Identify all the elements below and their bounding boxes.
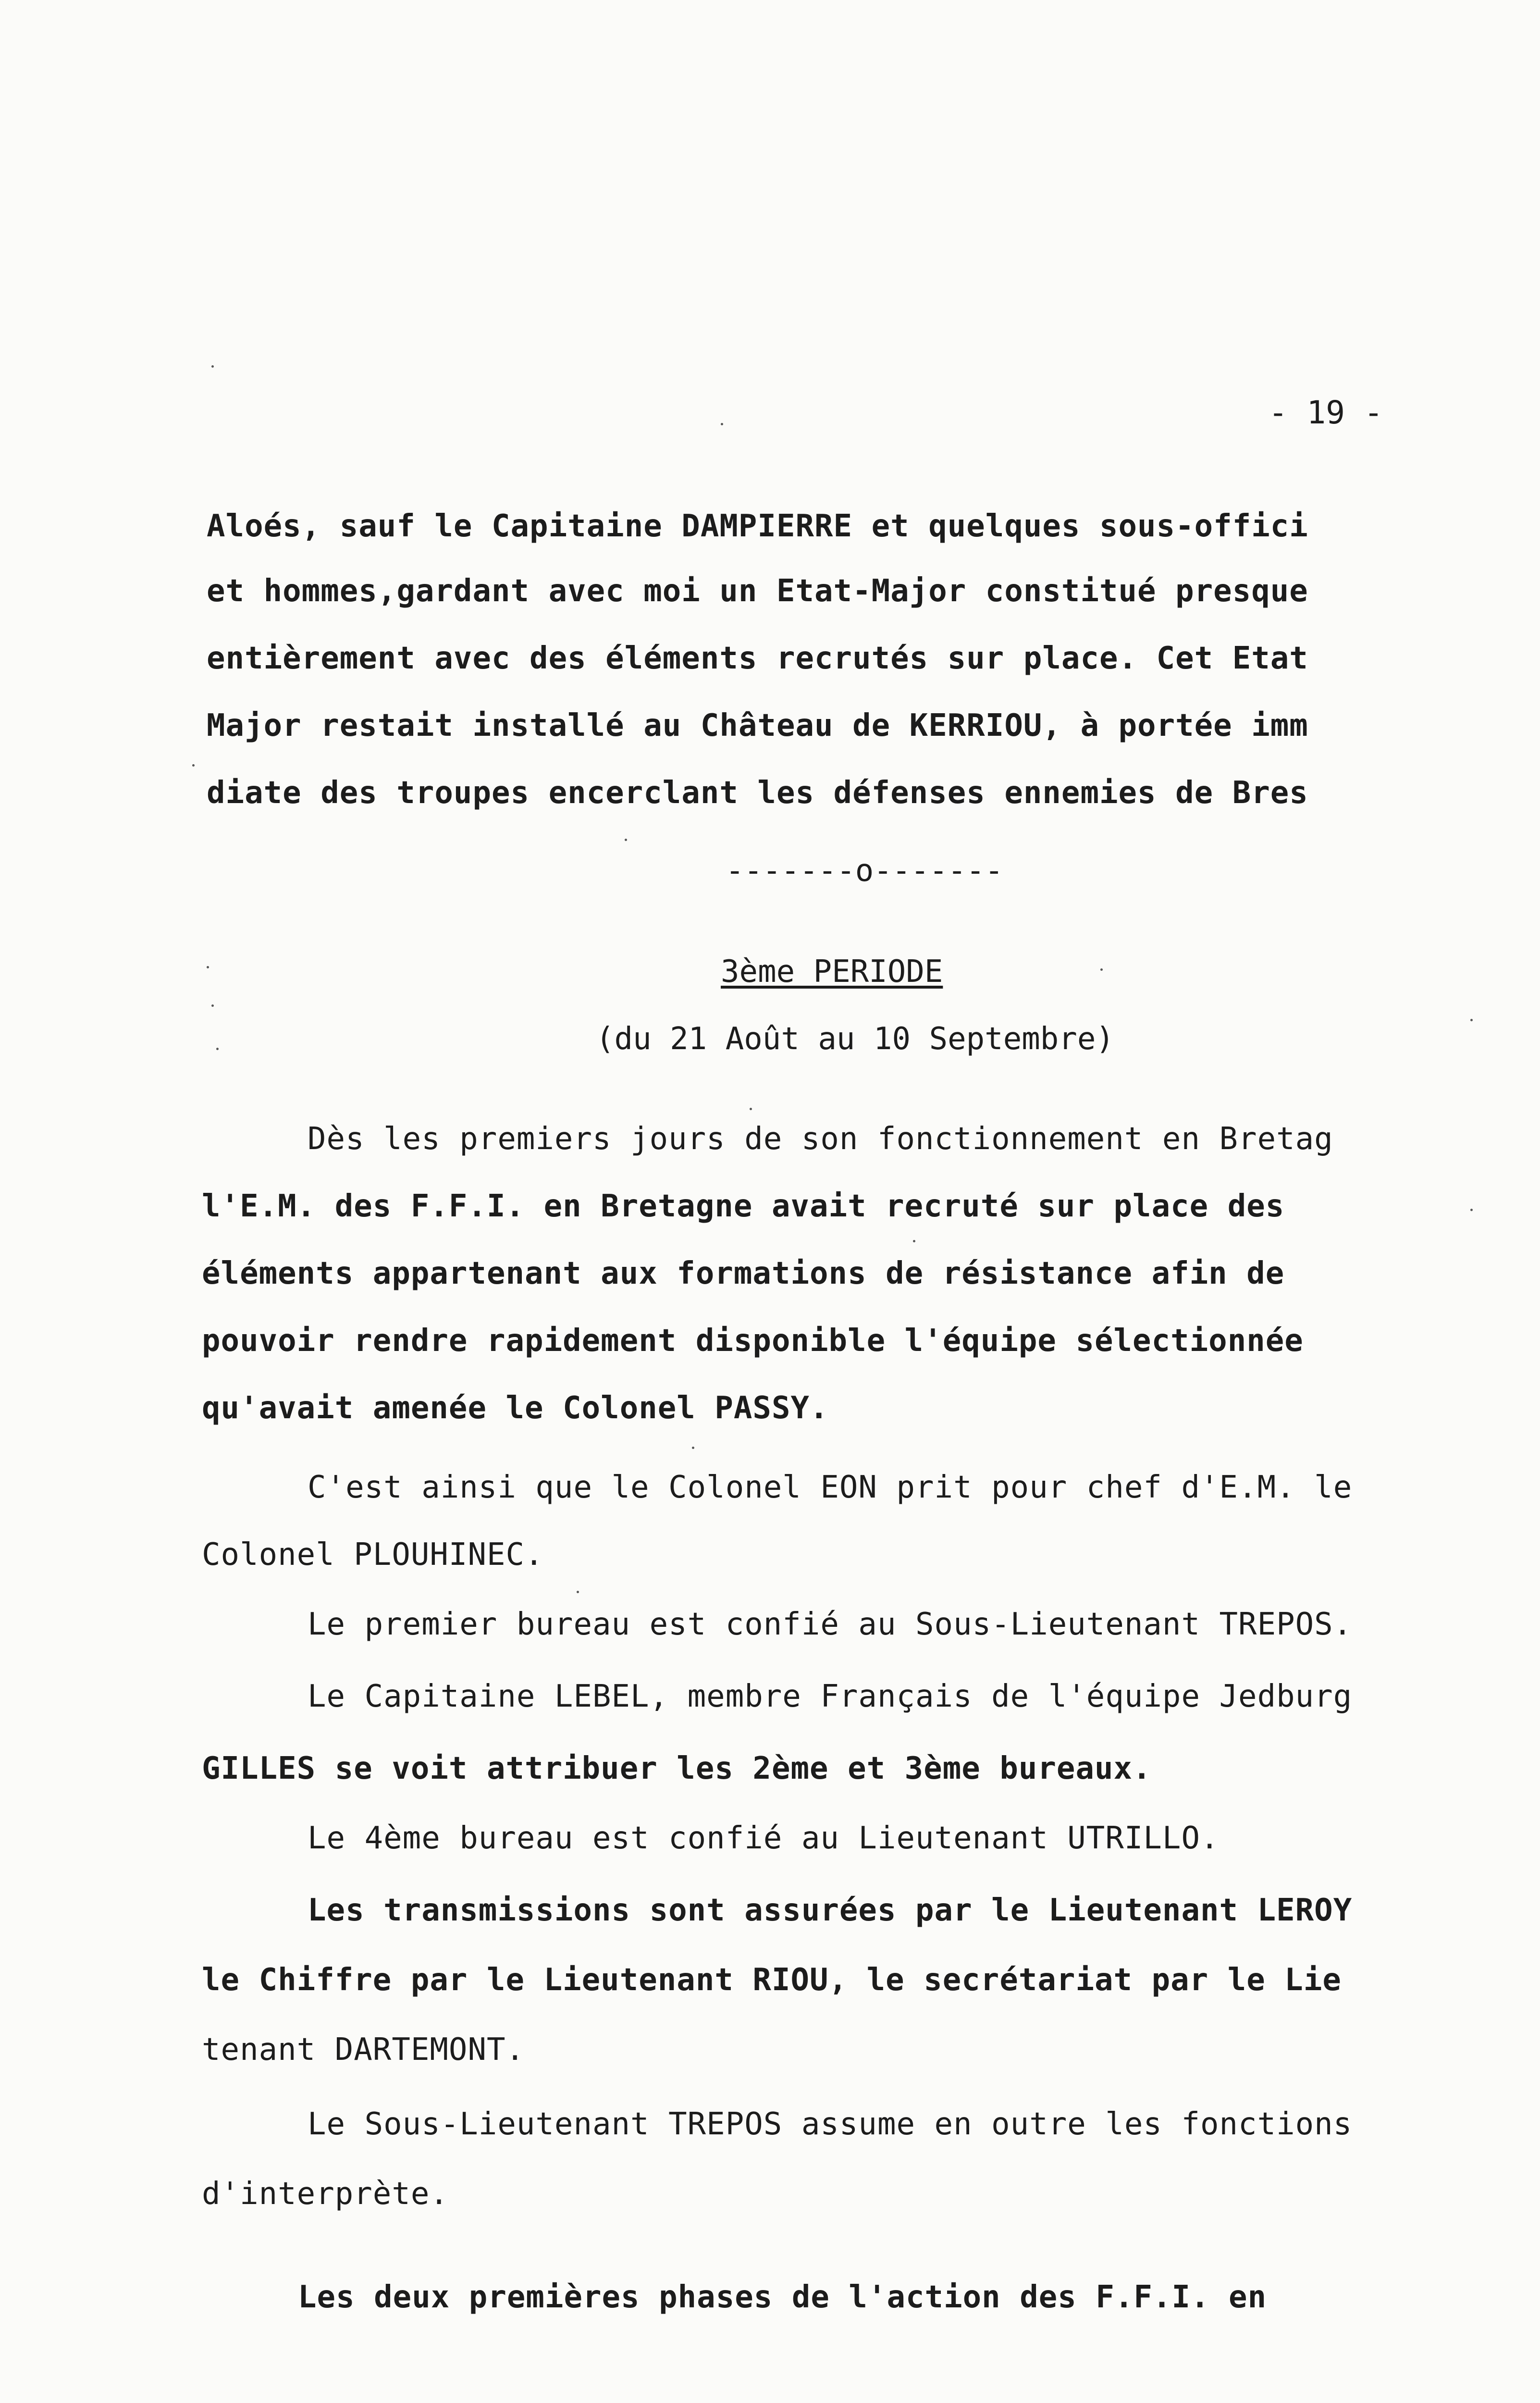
period-title: 3ème PERIODE [721, 954, 943, 990]
scan-speck [913, 1240, 915, 1242]
body-line-8: Le premier bureau est confié au Sous-Lieutenant TREPOS. [308, 1607, 1353, 1642]
intro-line-4: Major restait installé au Château de KERRIOU, à portée imm [207, 708, 1308, 743]
intro-line-2: et hommes,gardant avec moi un Etat-Major constitué presque [207, 573, 1308, 609]
scan-speck [1470, 1209, 1473, 1211]
body-line-7: Colonel PLOUHINEC. [202, 1537, 544, 1573]
body-line-1: Dès les premiers jours de son fonctionnement en Bretag [308, 1121, 1333, 1157]
period-dates: (du 21 Août au 10 Septembre) [596, 1021, 1114, 1057]
scan-speck [207, 966, 209, 968]
body-line-17: Les deux premières phases de l'action des F.F.I. en [298, 2279, 1267, 2315]
page-number: - 19 - [1269, 394, 1383, 431]
scan-speck [216, 1048, 219, 1050]
body-line-15: Le Sous-Lieutenant TREPOS assume en outre les fonctions [308, 2106, 1353, 2142]
body-line-4: pouvoir rendre rapidement disponible l'équipe sélectionnée [202, 1323, 1304, 1359]
intro-line-3: entièrement avec des éléments recrutés sur place. Cet Etat [207, 641, 1308, 676]
scan-speck [1470, 1019, 1473, 1021]
body-line-12: Les transmissions sont assurées par le Lieutenant LEROY [308, 1893, 1353, 1928]
scan-speck [625, 839, 627, 841]
body-line-16: d'interprète. [202, 2176, 449, 2212]
scan-speck [692, 1447, 694, 1449]
intro-line-1: Aloés, sauf le Capitaine DAMPIERRE et quelques sous-offici [207, 508, 1308, 544]
body-line-13: le Chiffre par le Lieutenant RIOU, le secrétariat par le Lie [202, 1962, 1342, 1998]
scan-speck [721, 423, 723, 425]
scan-speck [577, 1591, 579, 1593]
section-separator: -------o------- [726, 853, 1003, 889]
body-line-14: tenant DARTEMONT. [202, 2032, 525, 2068]
scan-speck [1100, 968, 1103, 971]
scan-speck [211, 365, 214, 368]
body-line-2: l'E.M. des F.F.I. en Bretagne avait recruté sur place des [202, 1189, 1285, 1224]
body-line-9: Le Capitaine LEBEL, membre Français de l'équipe Jedburg [308, 1679, 1353, 1714]
body-line-5: qu'avait amenée le Colonel PASSY. [202, 1390, 829, 1426]
scan-speck [192, 764, 195, 767]
intro-line-5: diate des troupes encerclant les défenses ennemies de Bres [207, 775, 1308, 811]
body-line-10: GILLES se voit attribuer les 2ème et 3ème bureaux. [202, 1751, 1152, 1786]
scan-speck [211, 1004, 214, 1007]
body-line-11: Le 4ème bureau est confié au Lieutenant UTRILLO. [308, 1821, 1220, 1856]
body-line-6: C'est ainsi que le Colonel EON prit pour chef d'E.M. le [308, 1470, 1353, 1505]
scan-speck [750, 1108, 752, 1110]
body-line-3: éléments appartenant aux formations de résistance afin de [202, 1256, 1285, 1291]
